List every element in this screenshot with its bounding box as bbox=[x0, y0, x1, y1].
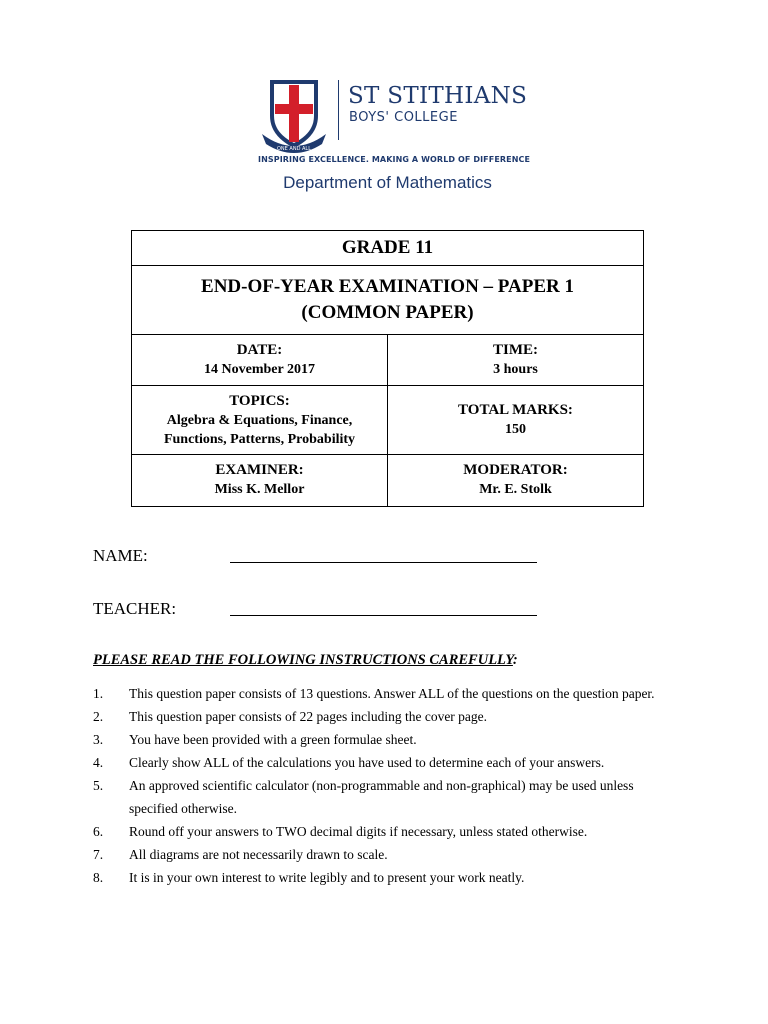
instruction-text: An approved scientific calculator (non-programmable and non-graphical) may be used unless specified otherwise. bbox=[129, 778, 634, 816]
moderator-label: MODERATOR: bbox=[463, 462, 568, 478]
exam-info-table bbox=[131, 230, 644, 507]
topics-cell bbox=[132, 386, 388, 455]
instruction-text: This question paper consists of 13 questions. Answer ALL of the questions on the question paper. bbox=[129, 686, 655, 701]
instruction-number: 1. bbox=[93, 686, 104, 701]
moderator-value: Mr. E. Stolk bbox=[479, 482, 552, 497]
topics-line1: Algebra & Equations, Finance, bbox=[166, 412, 353, 428]
instruction-number: 8. bbox=[93, 870, 104, 885]
name-label: NAME: bbox=[93, 546, 148, 565]
instruction-text: All diagrams are not necessarily drawn to scale. bbox=[129, 847, 388, 862]
date-label: DATE: bbox=[236, 341, 283, 358]
topics-line2: Functions, Patterns, Probability bbox=[163, 431, 356, 447]
instruction-number: 7. bbox=[93, 847, 104, 862]
instruction-item bbox=[93, 751, 673, 774]
instruction-item bbox=[93, 774, 673, 820]
instruction-item bbox=[93, 843, 673, 866]
exam-title-line2: (COMMON PAPER) bbox=[301, 302, 474, 323]
instruction-text: It is in your own interest to write legibly and to present your work neatly. bbox=[129, 870, 525, 885]
school-subtitle: BOYS' COLLEGE bbox=[349, 110, 458, 125]
date-value: 14 November 2017 bbox=[204, 361, 315, 377]
total-marks-value: 150 bbox=[505, 421, 526, 437]
instruction-text: Round off your answers to TWO decimal digits if necessary, unless stated otherwise. bbox=[129, 824, 588, 839]
instructions-heading-text: PLEASE READ THE FOLLOWING INSTRUCTIONS CAREFULLY bbox=[93, 652, 513, 668]
instruction-number: 5. bbox=[93, 778, 104, 793]
instruction-item bbox=[93, 866, 673, 889]
moderator-cell bbox=[388, 455, 644, 507]
instruction-text: Clearly show ALL of the calculations you have used to determine each of your answers. bbox=[129, 755, 605, 770]
instruction-item bbox=[93, 728, 673, 751]
grade-cell: GRADE 11 bbox=[132, 231, 644, 266]
instruction-number: 2. bbox=[93, 709, 104, 724]
department-title: Department of Mathematics bbox=[283, 173, 492, 192]
teacher-input-line[interactable] bbox=[230, 615, 537, 616]
exam-title-line1: END-OF-YEAR EXAMINATION – PAPER 1 bbox=[201, 276, 574, 297]
instruction-item bbox=[93, 705, 673, 728]
instruction-item bbox=[93, 682, 673, 705]
name-input-line[interactable] bbox=[230, 562, 537, 563]
logo-divider bbox=[338, 80, 339, 140]
topics-label: TOPICS: bbox=[229, 392, 290, 409]
time-value: 3 hours bbox=[493, 361, 538, 377]
instructions-list bbox=[93, 682, 673, 889]
examiner-label: EXAMINER: bbox=[215, 462, 304, 478]
examiner-cell bbox=[132, 455, 388, 507]
teacher-label: TEACHER: bbox=[93, 599, 177, 618]
instruction-text: You have been provided with a green formulae sheet. bbox=[129, 732, 417, 747]
total-marks-label: TOTAL MARKS: bbox=[458, 401, 573, 418]
instructions-heading bbox=[93, 652, 518, 669]
instruction-number: 6. bbox=[93, 824, 104, 839]
date-cell bbox=[132, 335, 388, 386]
total-marks-cell bbox=[388, 386, 644, 455]
school-name: ST STITHIANS bbox=[348, 83, 528, 109]
exam-title-cell bbox=[132, 266, 644, 335]
instructions-heading-colon: : bbox=[512, 652, 518, 668]
instruction-number: 4. bbox=[93, 755, 104, 770]
school-crest-logo bbox=[258, 76, 330, 156]
instruction-item bbox=[93, 820, 673, 843]
time-cell bbox=[388, 335, 644, 386]
examiner-value: Miss K. Mellor bbox=[214, 482, 305, 497]
time-label: TIME: bbox=[493, 341, 538, 358]
school-tagline: INSPIRING EXCELLENCE. MAKING A WORLD OF DIFFERENCE bbox=[258, 155, 531, 164]
crest-motto: ONE AND ALL bbox=[276, 146, 312, 152]
instruction-number: 3. bbox=[93, 732, 104, 747]
instruction-text: This question paper consists of 22 pages including the cover page. bbox=[129, 709, 488, 724]
